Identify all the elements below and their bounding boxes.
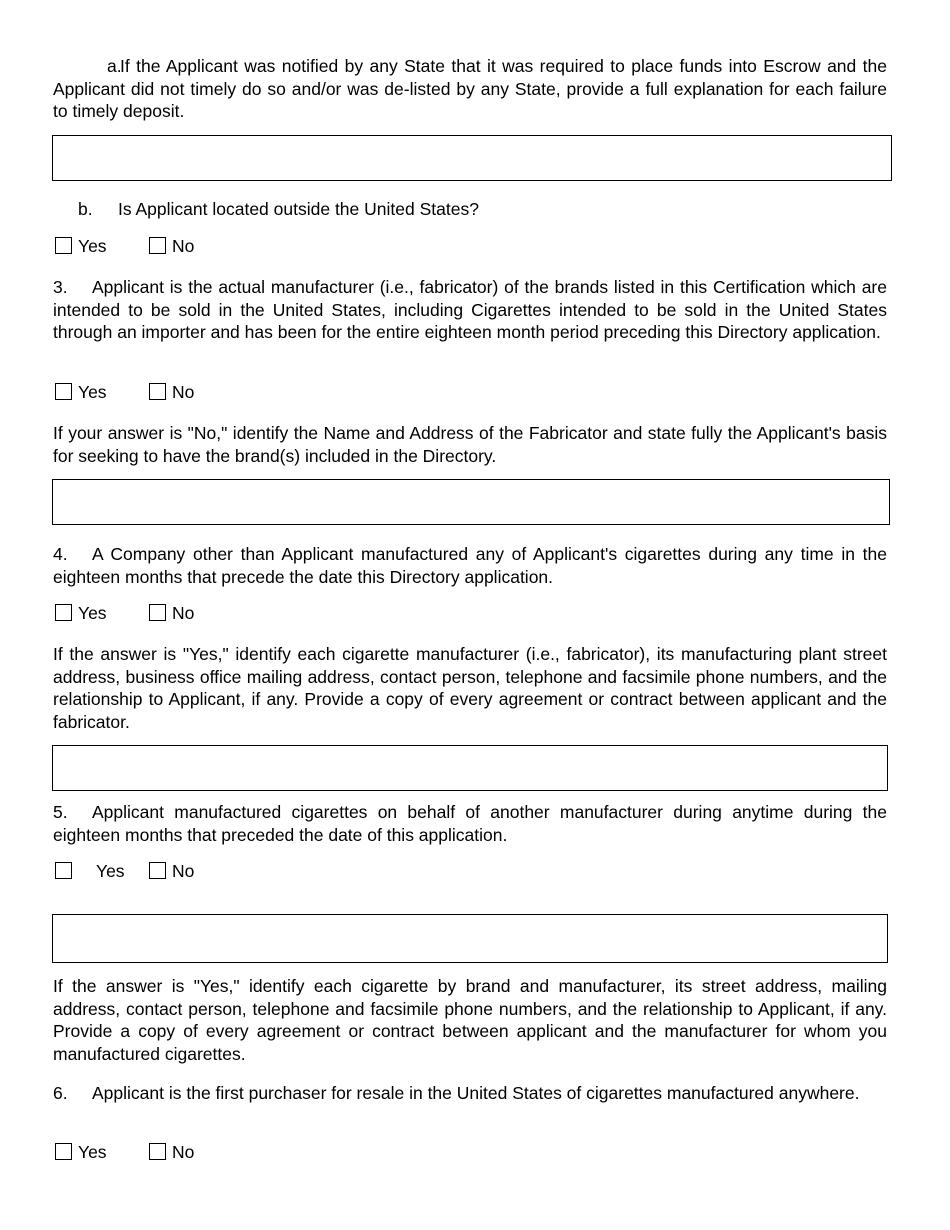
option-label-yes: Yes [78,236,107,256]
option-label-yes: Yes [78,382,107,402]
question-4 [53,543,887,588]
answer-box-4[interactable] [52,745,888,791]
question-6 [53,1082,887,1105]
question-4-label: 4. [53,544,68,564]
option-label-no: No [172,382,195,402]
checkbox-2b-yes[interactable] [55,237,72,254]
checkbox-4-yes[interactable] [55,604,72,621]
question-2a-text: If the Applicant was notified by any State that it was required to place funds into Escrow and the Applicant did not timely do so and/or was de-listed by any State, provide a full explanation for each failure to timely deposit. [53,56,887,122]
checkbox-5-no[interactable] [149,862,166,879]
answer-box-5[interactable] [52,914,888,963]
question-5 [53,801,887,846]
question-3-followup: If your answer is "No," identify the Name and Address of the Fabricator and state fully the Applicant's basis for seeking to have the brand(s) included in the Directory. [53,423,887,466]
option-label-no: No [172,236,195,256]
option-label-no: No [172,603,195,623]
question-3-label: 3. [53,277,68,297]
checkbox-6-yes[interactable] [55,1143,72,1160]
option-label-no: No [172,861,195,881]
checkbox-2b-no[interactable] [149,237,166,254]
option-label-no: No [172,1142,195,1162]
question-2a [53,55,887,123]
question-2b [78,198,479,220]
question-4-followup: If the answer is "Yes," identify each cigarette manufacturer (i.e., fabricator), its manufacturing plant street address, business office mailing address, contact person, telephone and facsimile phone numbers, and the relationship to Applicant, if any. Provide a copy of every agreement or contract between applicant and the fabricator. [53,644,887,733]
option-label-yes: Yes [78,603,107,623]
checkbox-3-no[interactable] [149,383,166,400]
question-4-text: A Company other than Applicant manufactured any of Applicant's cigarettes during any time in the eighteen months that precede the date this Directory application. [53,544,887,587]
question-3-text: Applicant is the actual manufacturer (i.e., fabricator) of the brands listed in this Certification which are intended to be sold in the United States, including Cigarettes intended to be sold in the United States through an importer and has been for the entire eighteen month period preceding this Directory application. [53,277,887,343]
answer-box-2a[interactable] [52,135,892,181]
question-2a-label: a. [107,56,122,76]
question-5-followup: If the answer is "Yes," identify each cigarette by brand and manufacturer, its street address, mailing address, contact person, telephone and facsimile phone numbers, and the relationship to Applicant, if any. Provide a copy of every agreement or contract between applicant and the manufacturer for whom you manufactured cigarettes. [53,976,887,1065]
question-2b-text: Is Applicant located outside the United States? [118,199,479,219]
question-3 [53,276,887,344]
question-5-label: 5. [53,802,68,822]
checkbox-6-no[interactable] [149,1143,166,1160]
checkbox-3-yes[interactable] [55,383,72,400]
question-5-text: Applicant manufactured cigarettes on behalf of another manufacturer during anytime during the eighteen months that preceded the date of this application. [53,802,887,845]
question-6-text: Applicant is the first purchaser for resale in the United States of cigarettes manufactured anywhere. [92,1083,860,1103]
checkbox-4-no[interactable] [149,604,166,621]
option-label-yes: Yes [96,861,125,881]
question-6-label: 6. [53,1083,68,1103]
option-label-yes: Yes [78,1142,107,1162]
checkbox-5-yes[interactable] [55,862,72,879]
answer-box-3[interactable] [52,479,890,525]
question-2b-label: b. [78,199,93,219]
